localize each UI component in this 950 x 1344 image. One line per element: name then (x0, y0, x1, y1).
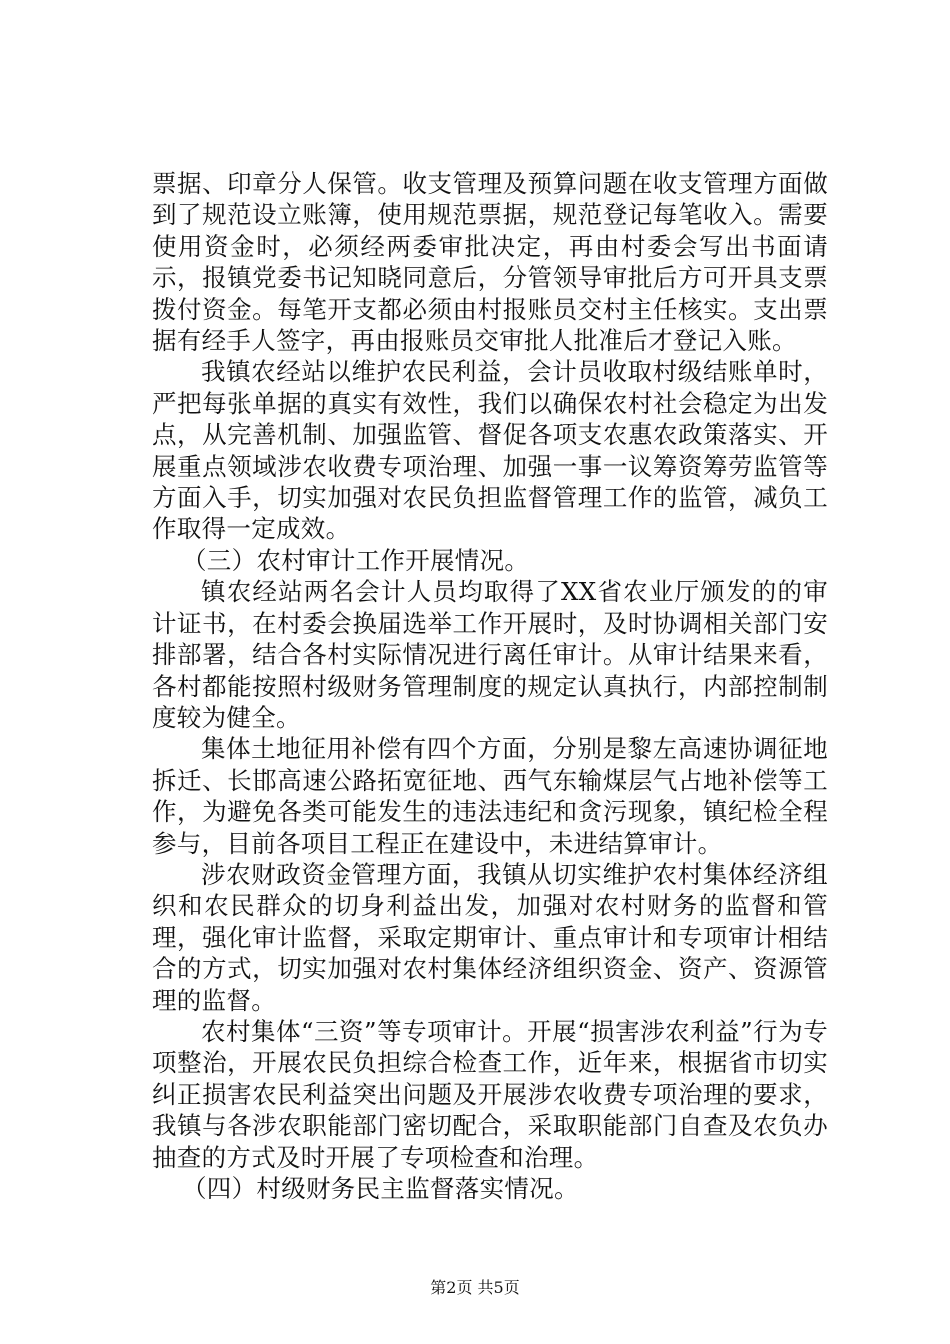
document-body (152, 168, 828, 1204)
page-footer: 第2页 共5页 (430, 1278, 520, 1297)
paragraph-fiscal-funds: 涉农财政资金管理方面，我镇从切实维护农村集体经济组织和农民群众的切身利益出发，加强对农村财务的监督和管理，强化审计监督，采取定期审计、重点审计和专项审计相结合的方式，切实加强对农村集体经济组织资金、资产、资源管理的监督。 (152, 859, 828, 1015)
paragraph-audit-certificate: 镇农经站两名会计人员均取得了XX省农业厅颁发的的审计证书，在村委会换届选举工作开展时，及时协调相关部门安排部署，结合各村实际情况进行离任审计。从审计结果来看，各村都能按照村级财务管理制度的规定认真执行，内部控制制度较为健全。 (152, 577, 828, 732)
section-heading-audit: （三）农村审计工作开展情况。 (182, 545, 530, 575)
paragraph-receipts-management: 票据、印章分人保管。收支管理及预算问题在收支管理方面做到了规范设立账簿，使用规范票据，规范登记每笔收入。需要使用资金时，必须经两委审批决定，再由村委会写出书面请示，报镇党委书记知晓同意后，分管领导审批后方可开具支票拨付资金。每笔开支都必须由村报账员交村主任核实。支出票据有经手人签字，再由报账员交审批人批准后才登记入账。 (152, 169, 828, 356)
paragraph-special-audit: 农村集体“三资”等专项审计。开展“损害涉农利益”行为专项整治，开展农民负担综合检查工作，近年来，根据省市切实纠正损害农民利益突出问题及开展涉农收费专项治理的要求，我镇与各涉农职能部门密切配合，采取职能部门自查及农负办抽查的方式及时开展了专项检查和治理。 (152, 1016, 828, 1172)
paragraph-land-compensation: 集体土地征用补偿有四个方面，分别是黎左高速协调征地拆迁、长邯高速公路拓宽征地、西气东输煤层气占地补偿等工作，为避免各类可能发生的违法违纪和贪污现象，镇纪检全程参与，目前各项目工程正在建设中，未进结算审计。 (152, 734, 828, 858)
paragraph-farmer-interests: 我镇农经站以维护农民利益，会计员收取村级结账单时，严把每张单据的真实有效性，我们以确保农村社会稳定为出发点，从完善机制、加强监管、督促各项支农惠农政策落实、开展重点领域涉农收费专项治理、加强一事一议筹资筹劳监管等方面入手，切实加强对农民负担监督管理工作的监管，减负工作取得一定成效。 (152, 357, 828, 544)
section-heading-democratic-supervision: （四）村级财务民主监督落实情况。 (182, 1174, 579, 1203)
